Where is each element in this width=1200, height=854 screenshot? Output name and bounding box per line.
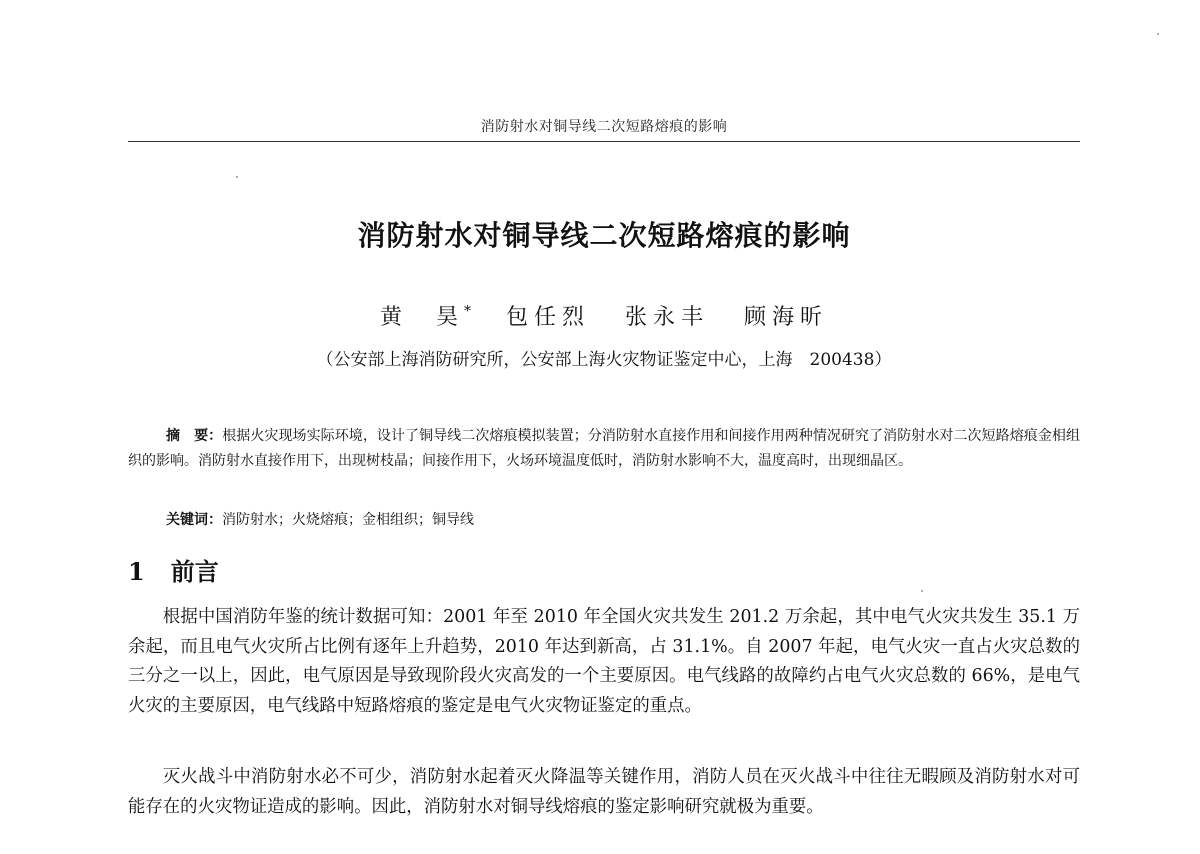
running-header: 消防射水对铜导线二次短路熔痕的影响 (480, 119, 728, 135)
section-number: 1 (128, 557, 145, 586)
abstract (128, 424, 1080, 474)
section-title: 前言 (170, 558, 219, 586)
section-heading (128, 552, 219, 587)
keywords (128, 508, 1080, 533)
author-name: 包任烈 (505, 305, 590, 330)
author-name: 张永丰 (625, 305, 710, 330)
abstract-text: 根据火灾现场实际环境，设计了铜导线二次熔痕模拟装置；分消防射水直接作用和间接作用两种情况研究了消防射水对二次短路熔痕金相组织的影响。消防射水直接作用下，出现树枝晶；间接作用下，火场环境温度低时，消防射水影响不大，温度高时，出现细晶区。 (128, 428, 1080, 469)
keywords-text: 消防射水；火烧熔痕；金相组织；铜导线 (222, 512, 474, 528)
scan-speck (1157, 33, 1159, 35)
body-paragraph (128, 763, 1080, 822)
affiliation: （公安部上海消防研究所，公安部上海火灾物证鉴定中心，上海 200438） (316, 350, 892, 370)
body-paragraph (128, 603, 1080, 721)
keywords-label: 关键词： (166, 512, 222, 528)
author-list (128, 300, 1080, 331)
author-name: 顾海昕 (744, 305, 829, 330)
scan-speck (921, 590, 923, 592)
corresponding-author-mark: * (463, 303, 471, 320)
author-name: 黄 昊* (379, 303, 471, 330)
paragraph-text: 根据中国消防年鉴的统计数据可知：2001 年至 2010 年全国火灾共发生 201.2 万余起，其中电气火灾共发生 35.1 万余起，而且电气火灾所占比例有逐年上升趋势，2010 年达到新高，占 31.1%。自 2007 年起，电气火灾一直占火灾总数的三分之一以上，因此，电气原因是导致现阶段火灾高发的一个主要原因。电气线路的故障约占电气火灾总数的 66%，是电气火灾的主要原因，电气线路中短路熔痕的鉴定是电气火灾物证鉴定的重点。 (128, 607, 1080, 716)
scan-speck (236, 176, 238, 178)
header-rule (128, 141, 1080, 142)
abstract-label: 摘 要： (166, 428, 223, 444)
paper-title: 消防射水对铜导线二次短路熔痕的影响 (357, 219, 851, 252)
paragraph-text: 灭火战斗中消防射水必不可少，消防射水起着灭火降温等关键作用，消防人员在灭火战斗中往往无暇顾及消防射水对可能存在的火灾物证造成的影响。因此，消防射水对铜导线熔痕的鉴定影响研究就极为重要。 (128, 767, 1080, 817)
